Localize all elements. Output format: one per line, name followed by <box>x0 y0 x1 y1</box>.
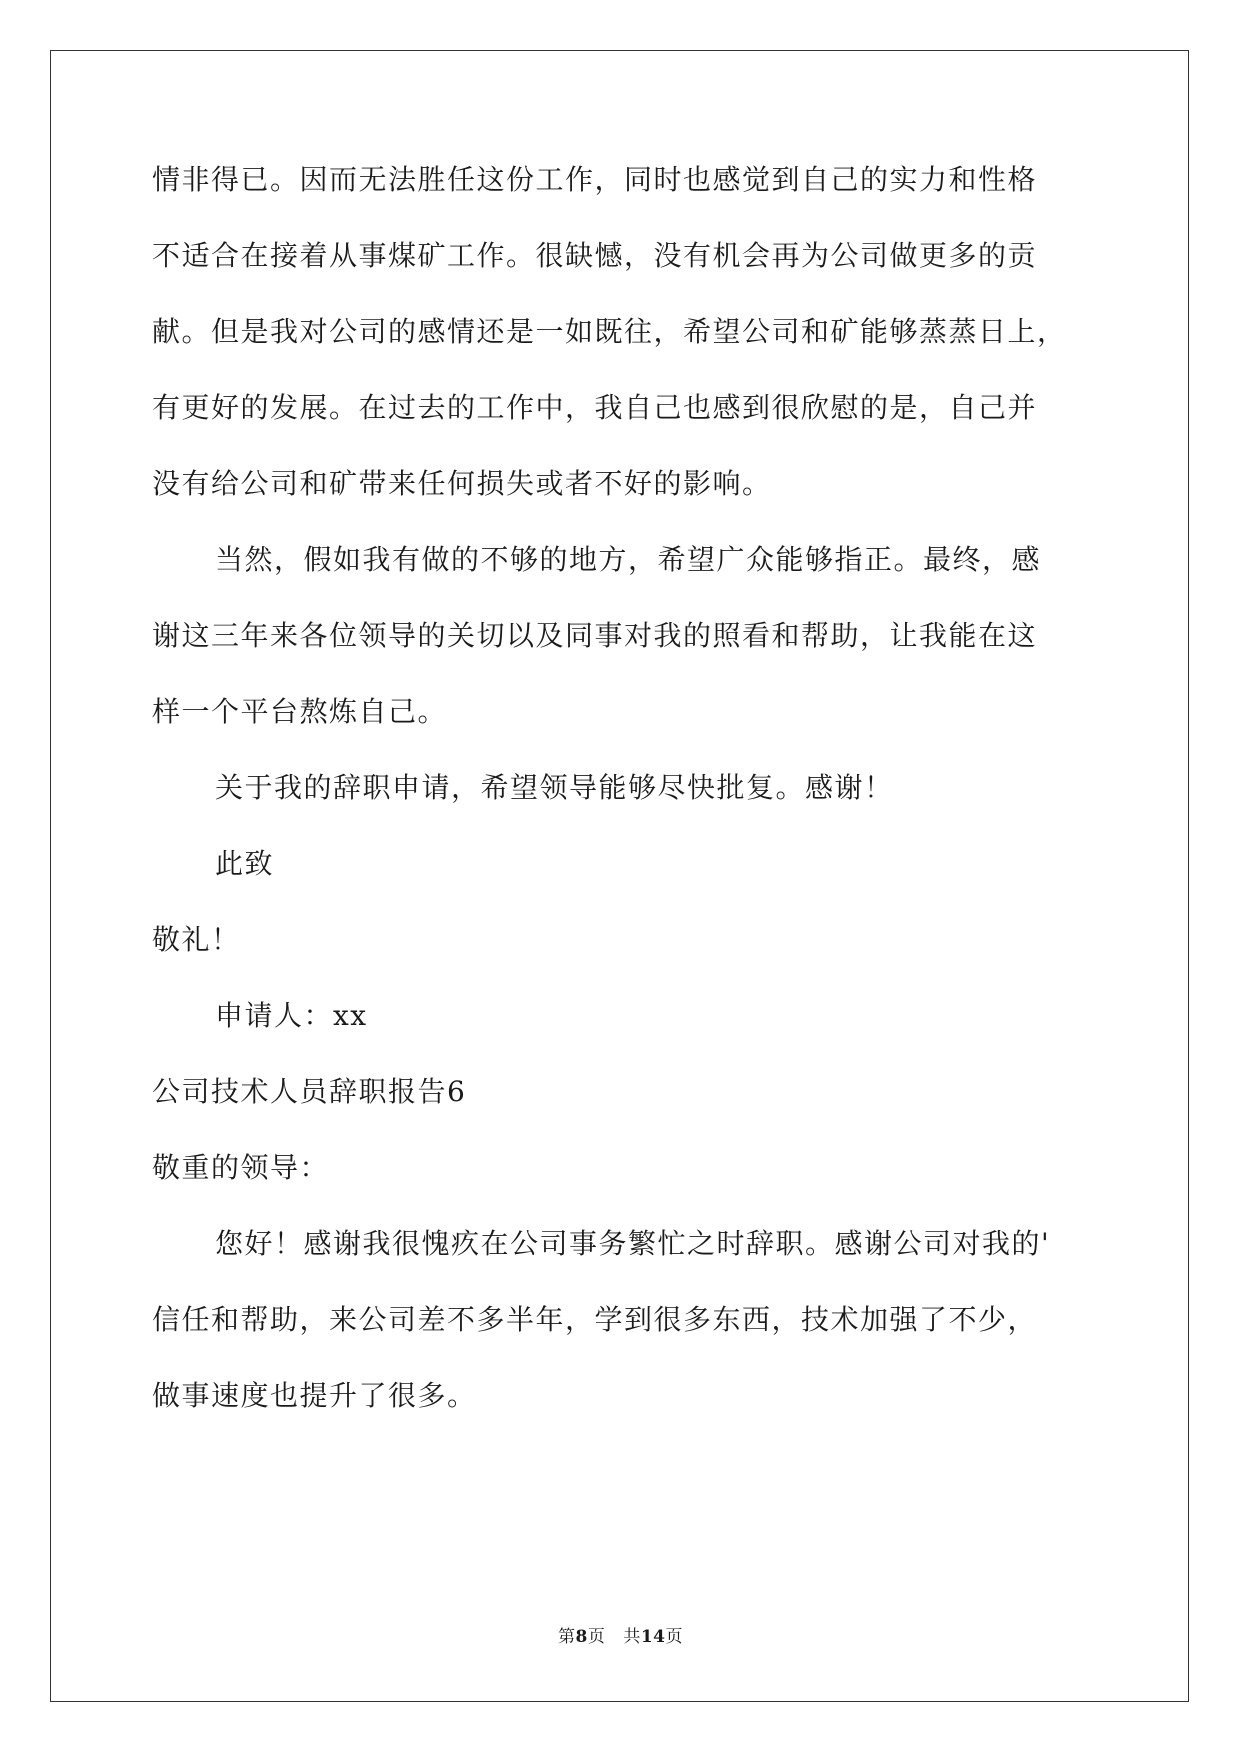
page-suffix: 页 <box>587 1627 606 1647</box>
total-pages: 14 <box>640 1627 666 1647</box>
paragraph-line: 当然，假如我有做的不够的地方，希望广众能够指正。最终，感 <box>215 543 1042 576</box>
paragraph-line: 您好！感谢我很愧疚在公司事务繁忙之时辞职。感谢公司对我的' <box>215 1227 1051 1260</box>
paragraph-line: 没有给公司和矿带来任何损失或者不好的影响。 <box>152 467 772 500</box>
paragraph-line: 关于我的辞职申请，希望领导能够尽快批复。感谢！ <box>215 771 894 804</box>
closing-respect: 敬礼！ <box>152 923 241 956</box>
paragraph-line: 做事速度也提升了很多。 <box>152 1379 477 1412</box>
closing-salutation: 此致 <box>215 847 275 880</box>
paragraph-line: 谢这三年来各位领导的关切以及同事对我的照看和帮助，让我能在这 <box>152 619 1038 652</box>
letter-greeting: 敬重的领导： <box>152 1151 330 1184</box>
paragraph-line: 样一个平台熬炼自己。 <box>152 695 448 728</box>
total-suffix: 页 <box>665 1627 683 1647</box>
paragraph-line: 不适合在接着从事煤矿工作。很缺憾，没有机会再为公司做更多的贡 <box>152 239 1038 272</box>
total-prefix: 共 <box>623 1627 641 1647</box>
page-prefix: 第 <box>557 1627 576 1647</box>
page-number: 8 <box>575 1627 588 1647</box>
paragraph-line: 有更好的发展。在过去的工作中，我自己也感到很欣慰的是，自己并 <box>152 391 1038 424</box>
paragraph-line: 情非得已。因而无法胜任这份工作，同时也感觉到自己的实力和性格 <box>152 163 1038 196</box>
signature-line: 申请人：xx <box>215 999 368 1032</box>
paragraph-line: 献。但是我对公司的感情还是一如既往，希望公司和矿能够蒸蒸日上， <box>152 315 1067 348</box>
page-footer <box>0 1622 1241 1647</box>
paragraph-line: 信任和帮助，来公司差不多半年，学到很多东西，技术加强了不少， <box>152 1303 1038 1336</box>
section-title: 公司技术人员辞职报告6 <box>152 1075 467 1108</box>
